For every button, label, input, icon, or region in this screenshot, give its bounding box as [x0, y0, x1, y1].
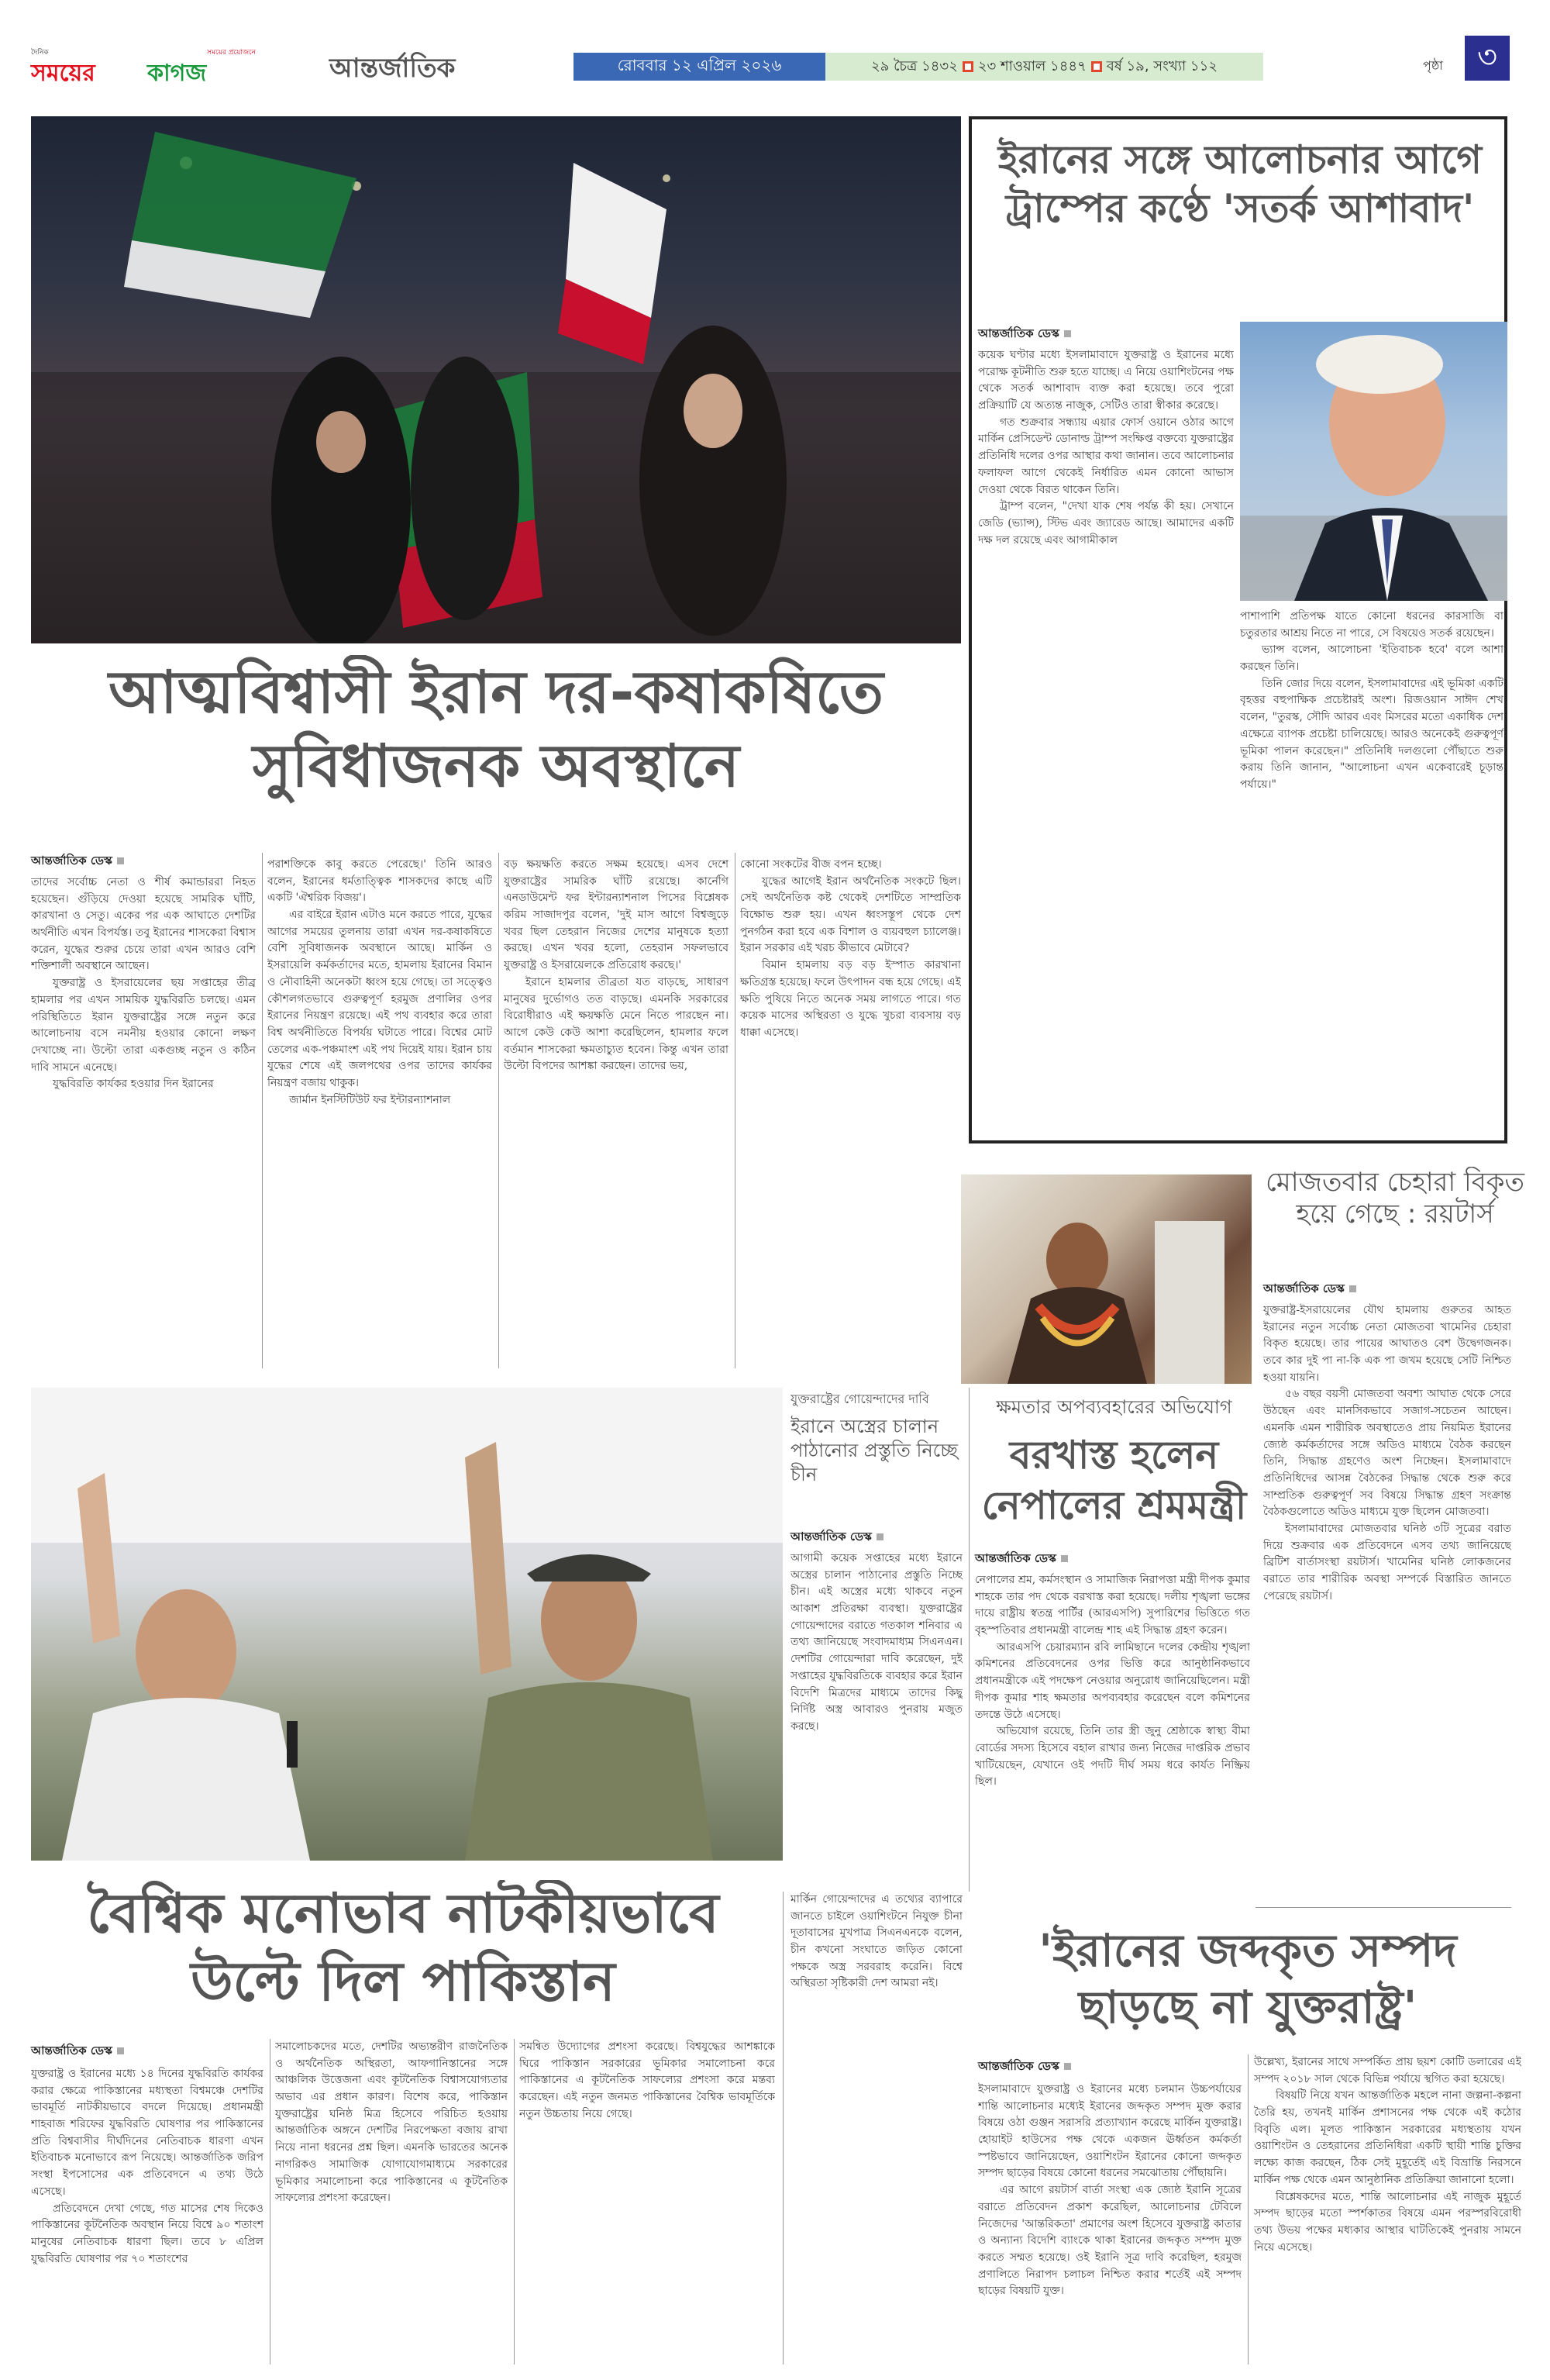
desk-label: আন্তর্জাতিক ডেস্ক: [31, 2044, 112, 2057]
pakistan-col-3: সমন্বিত উদ্যোগের প্রশংসা করেছে। বিশ্বযুদ্ধের আশঙ্কাকে ঘিরে পাকিস্তান সরকারের ভূমিকার সমালোচনা করে পাকিস্তানের এ কূটনৈতিক সাফল্যের প্রশংসা করে মন্তব্য করেছেন। এই নতুন জনমত পাকিস্তানের বৈশ্বিক ভাবমূর্তিকে নতুন উচ্চতায় নিয়ে গেছে।: [519, 2040, 775, 2120]
assets-col-2: [1254, 2054, 1521, 2364]
trump-illustration: [1240, 322, 1507, 601]
paragraph: কোনো সংকটের বীজ বপন হচ্ছে।: [740, 858, 882, 871]
nepal-desk: [975, 1550, 1068, 1566]
page-number-badge: [1465, 36, 1510, 81]
paragraph: জার্মান ইনস্টিটিউট ফর ইন্টারন্যাশনাল: [289, 1093, 451, 1106]
desk-label: আন্তর্জাতিক ডেস্ক: [790, 1530, 872, 1544]
main-col-4: [740, 857, 961, 1368]
paragraph: ৫৬ বছর বয়সী মোজতবা অবশ্য আঘাত থেকে সেরে উঠছেন এবং মানসিকভাবে সজাগ-সচেতন আছেন। এমনকি এমন শারীরিক অবস্থাতেও প্রায় নিয়মিত ইরানের জ্যেষ্ঠ কর্মকর্তাদের সঙ্গে অডিও মাধ্যমে বৈঠক করছেন তিনি, সিদ্ধান্ত গ্রহণেও অংশ নিচ্ছেন। ইসলামাবাদে প্রতিনিধিদের আসন্ন বৈঠকের সিদ্ধান্ত থেকে শুরু করে সাম্প্রতিক গুরুত্বপূর্ণ সব বিষয়ে সিদ্ধান্ত গ্রহণ সংক্রান্ত বৈঠকগুলোতে অডিও মাধ্যমে যুক্ত ছিলেন মোজতবা।: [1263, 1388, 1511, 1519]
paragraph: উল্লেখ্য, ইরানের সাথে সম্পর্কিত প্রায় ছয়শ কোটি ডলারের এই সম্পদ ২০১৮ সাল থেকে বিভিন্ন পর্যায়ে স্থগিত করা হয়েছে।: [1254, 2056, 1521, 2085]
square-icon: [877, 1533, 884, 1540]
paragraph: যুক্তরাষ্ট্র ও ইসরায়েলের ছয় সপ্তাহের তীব্র হামলার পর এখন সাময়িক যুদ্ধবিরতি চলছে। এমন পরিস্থিতিতে ইরান যুক্তরাষ্ট্রের সঙ্গে নতুন করে আলোচনায় বসে নমনীয় হওয়ার কোনো লক্ষণ দেখাচ্ছে না। উল্টো তারা একগুচ্ছ নতুন ও কঠিন দাবি সামনে এনেছে।: [31, 977, 256, 1074]
pakistan-col-4: মার্কিন গোয়েন্দাদের এ তথ্যের ব্যাপারে জানতে চাইলে ওয়াশিংটনে নিযুক্ত চীনা দূতাবাসের মুখপাত্র সিএনএনকে বলেন, চীন কখনো সংঘাতে জড়িত কোনো পক্ষকে অস্ত্র সরবরাহ করেনি। বিশ্বে অস্থিরতা সৃষ্টিকারী দেশ আমরা নই।: [790, 1893, 963, 1990]
paragraph: ট্রাম্প বলেন, "দেখা যাক শেষ পর্যন্ত কী হয়। সেখানে জেডি (ভ্যান্স), স্টিভ এবং জ্যারেড আছে। আমাদের একটি দক্ষ দল রয়েছে এবং আগামীকাল: [978, 500, 1234, 547]
page-label: পৃষ্ঠা: [1423, 58, 1443, 73]
mojtaba-body: [1263, 1302, 1511, 1899]
paragraph: প্রতিবেদনে দেখা গেছে, গত মাসের শেষ দিকেও পাকিস্তানের কূটনৈতিক অবস্থান নিয়ে বিশ্বে ৯০ শতাংশ মানুষের নেতিবাচক ধারণা ছিল। তবে ৮ এপ্রিল যুদ্ধবিরতি ঘোষণার পর ৭০ শতাংশের: [31, 2202, 264, 2265]
date-badge: [574, 53, 825, 81]
logo-prefix: দৈনিক: [31, 49, 49, 57]
trump-col-2: [1240, 609, 1504, 1136]
trump-col-1: [978, 347, 1234, 1132]
newspaper-logo: [31, 47, 256, 87]
section-title: আন্তর্জাতিক: [329, 53, 456, 84]
nepal-body: [975, 1572, 1250, 1898]
nepal-headline: বরখাস্ত হলেন নেপালের শ্রমমন্ত্রী: [981, 1433, 1247, 1528]
assets-col-1: [978, 2082, 1242, 2364]
desk-label: আন্তর্জাতিক ডেস্ক: [978, 326, 1059, 340]
main-desk: [31, 853, 124, 868]
square-icon: [1061, 1555, 1068, 1562]
main-col-1: [31, 874, 256, 1368]
paragraph: বিমান হামলায় বড় বড় ইস্পাত কারখানা ক্ষতিগ্রস্ত হয়েছে। ফলে উৎপাদন বন্ধ হয়ে গেছে। এই ক্ষতি পুষিয়ে নিতে অনেক সময় লাগতে পারে। গত কয়েক মাসের অস্থিরতা ও যুদ্ধে খুচরা ব্যবসায় বড় ধাক্কা এসেছে।: [740, 959, 961, 1039]
paragraph: নেপালের শ্রম, কর্মসংস্থান ও সামাজিক নিরাপত্তা মন্ত্রী দীপক কুমার শাহকে তার পদ থেকে বরখাস্ত করা হয়েছে। দলীয় শৃঙ্খলা ভঙ্গের দায়ে রাষ্ট্রীয় স্বতন্ত্র পার্টির (আরএসপি) সুপারিশের ভিত্তিতে গত বৃহস্পতিবার প্রধানমন্ত্রী বালেন্দ্র শাহ এই সিদ্ধান্ত গ্রহণ করেন।: [975, 1574, 1250, 1637]
square-icon: [117, 857, 124, 864]
pakistan-desk: [31, 2043, 124, 2058]
pakistan-illustration: [31, 1388, 783, 1861]
logo-tagline: সময়ের প্রয়োজনে: [207, 49, 256, 57]
paragraph: বিষয়টি নিয়ে যখন আন্তর্জাতিক মহলে নানা জল্পনা-কল্পনা তৈরি হয়, তখনই মার্কিন প্রশাসনের পক্ষ থেকে এই কঠোর বিবৃতি এল। মূলত পাকিস্তান সরকারের মধ্যস্থতায় যখন ওয়াশিংটন ও তেহরানের প্রতিনিধিরা একটি স্থায়ী শান্তি চুক্তির লক্ষ্যে কাজ করছেন, ঠিক সেই মুহূর্তেই এই বিভ্রান্তি নিরসনে মার্কিন পক্ষ থেকে এমন আনুষ্ঠানিক প্রতিক্রিয়া জানানো হলো।: [1254, 2089, 1521, 2186]
iran-rally-photo: [31, 116, 961, 643]
column-rule: [262, 853, 263, 1368]
page-number: ৩: [1476, 39, 1497, 75]
pakistan-col-1: [31, 2066, 264, 2364]
main-col-3: [504, 857, 728, 1368]
desk-label: আন্তর্জাতিক ডেস্ক: [1263, 1281, 1345, 1295]
paragraph: ইসলামাবাদের মোজতবার ঘনিষ্ঠ ৩টি সূত্রের বরাত দিয়ে শুক্রবার এক প্রতিবেদনে এসব তথ্য জানিয়েছে ব্রিটিশ বার্তাসংস্থা রয়টার্স। খামেনির ঘনিষ্ঠ লোকজনের বরাতে তার শারীরিক অবস্থা সম্পর্কে বিস্তারিত জানতে পেরেছে রয়টার্স।: [1263, 1522, 1511, 1602]
mojtaba-desk: [1263, 1281, 1356, 1296]
desk-label: আন্তর্জাতিক ডেস্ক: [31, 854, 112, 867]
separator-square-icon: [963, 61, 973, 72]
column-rule: [969, 1388, 970, 1892]
main-col-2: [267, 857, 492, 1368]
china-headline: ইরানে অস্ত্রের চালান পাঠানোর প্রস্তুতি নিচ্ছে চীন: [790, 1416, 959, 1486]
paragraph: তাদের সর্বোচ্চ নেতা ও শীর্ষ কমান্ডাররা নিহত হয়েছেন। গুঁড়িয়ে দেওয়া হয়েছে সামরিক ঘাঁটি, কারখানা ও সেতু। একের পর এক আঘাতে দেশটির অর্থনীতি এখন বিপর্যস্ত। তবু ইরানের শাসকেরা বিশ্বাস করেন, যুদ্ধের শুরুর চেয়ে তারা এখন আরও বেশি শক্তিশালী অবস্থানে আছেন।: [31, 876, 256, 973]
column-rule: [498, 853, 499, 1368]
nepal-ceremony-photo: [961, 1174, 1252, 1384]
logo-word-1: সময়ের: [31, 60, 95, 87]
square-icon: [1064, 330, 1071, 337]
main-headline: আত্মবিশ্বাসী ইরান দর-কষাকষিতে সুবিধাজনক অবস্থানে: [108, 657, 884, 800]
paragraph: যুক্তরাষ্ট্র-ইসরায়েলের যৌথ হামলায় গুরুতর আহত ইরানের নতুন সর্বোচ্চ নেতা মোজতবা খামেনির চেহারা বিকৃত হয়েছে। তার পায়ের আঘাতও বেশ উদ্বেগজনক। তবে কার দুই পা না-কি এক পা জখম হয়েছে সেটি নিশ্চিত হওয়া যায়নি।: [1263, 1304, 1511, 1384]
square-icon: [117, 2047, 124, 2054]
column-rule: [1248, 2054, 1249, 2364]
hijri-date: ২৩ শাওয়াল ১৪৪৭: [977, 57, 1087, 74]
calendar-strip: [825, 53, 1263, 81]
paragraph: ভ্যান্স বলেন, আলোচনা 'ইতিবাচক হবে' বলে আশা করছেন তিনি।: [1240, 643, 1504, 674]
date-text: রোববার ১২ এপ্রিল ২০২৬: [617, 55, 782, 74]
bengali-date: ২৯ চৈত্র ১৪৩২: [871, 57, 958, 74]
paragraph: এর বাইরে ইরান এটাও মনে করতে পারে, যুদ্ধের আগের সময়ের তুলনায় তারা এখন দর-কষাকষিতে বেশি সুবিধাজনক অবস্থানে আছে। মার্কিন ও ইসরায়েলি কর্মকর্তাদের মতে, হামলায় ইরানের বিমান ও নৌবাহিনী অনেকটা ধ্বংস হয়ে গেছে। তা সত্ত্বেও কৌশলগতভাবে গুরুত্বপূর্ণ হরমুজ প্রণালির ওপর ইরানের নিয়ন্ত্রণ রয়েছে। এই পথ ব্যবহার করে তারা বিশ্ব অর্থনীতিতে বিপর্যয় ঘটাতে পারে। বিশ্বের মোট তেলের এক-পঞ্চমাংশ এই পথ দিয়েই যায়। ইরান চায় যুদ্ধের শেষে এই জলপথের ওপর তাদের কার্যকর নিয়ন্ত্রণ বজায় থাকুক।: [267, 909, 492, 1089]
china-kicker: যুক্তরাষ্ট্রের গোয়েন্দাদের দাবি: [790, 1392, 929, 1406]
paragraph: বড় ক্ষয়ক্ষতি করতে সক্ষম হয়েছে। এসব দেশে যুক্তরাষ্ট্রের সামরিক ঘাঁটি রয়েছে। কার্নেগি এনডাউমেন্ট ফর ইন্টারন্যাশনাল পিসের বিশ্লেষক করিম সাজাদপুর বলেন, 'দুই মাস আগে বিশ্বজুড়ে খবর ছিল তেহরান নিজের দেশের মানুষকে হত্যা করছে। এখন খবর হলো, তেহরান সফলভাবে যুক্তরাষ্ট্র ও ইসরায়েলকে প্রতিরোধ করছে।': [504, 858, 728, 972]
desk-label: আন্তর্জাতিক ডেস্ক: [978, 2059, 1059, 2073]
china-body: আগামী কয়েক সপ্তাহের মধ্যে ইরানে অস্ত্রের চালান পাঠানোর প্রস্তুতি নিচ্ছে চীন। এই অস্ত্রের মধ্যে থাকবে নতুন আকাশ প্রতিরক্ষা ব্যবস্থা। যুক্তরাষ্ট্রের গোয়েন্দাদের বরাতে গতকাল শনিবার এ তথ্য জানিয়েছে সংবাদমাধ্যম সিএনএন। দেশটির গোয়েন্দারা দাবি করেছেন, দুই সপ্তাহের যুদ্ধবিরতিকে ব্যবহার করে ইরান বিদেশি মিত্রদের মাধ্যমে তাদের কিছু নির্দিষ্ট অস্ত্র আবারও পুনরায় মজুত করছে।: [790, 1552, 963, 1733]
paragraph: কয়েক ঘণ্টার মধ্যে ইসলামাবাদে যুক্তরাষ্ট্র ও ইরানের মধ্যে পরোক্ষ কূটনীতি শুরু হতে যাচ্ছে। এ নিয়ে ওয়াশিংটনের পক্ষ থেকে সতর্ক আশাবাদ ব্যক্ত করা হয়েছে। তবে পুরো প্রক্রিয়াটি যে অত্যন্ত নাজুক, সেটিও তারা স্বীকার করেছে।: [978, 349, 1234, 412]
paragraph: গত শুক্রবার সন্ধ্যায় এয়ার ফোর্স ওয়ানে ওঠার আগে মার্কিন প্রেসিডেন্ট ডোনাল্ড ট্রাম্প সংক্ষিপ্ত বক্তব্যে যুক্তরাষ্ট্রের প্রতিনিধি দলের ওপর আস্থার কথা জানান। তবে আলোচনার ফলাফল আগে থেকেই নির্ধারিত এমন কোনো আভাস দেওয়া থেকে বিরত থাকেন তিনি।: [978, 416, 1234, 496]
nepal-kicker: ক্ষমতার অপব্যবহারের অভিযোগ: [996, 1396, 1232, 1418]
paragraph: যুদ্ধবিরতি কার্যকর হওয়ার দিন ইরানের: [53, 1078, 214, 1091]
china-desk: [790, 1529, 884, 1544]
paragraph: ইরানে হামলার তীব্রতা যত বাড়ছে, সাধারণ মানুষের দুর্ভোগও তত বাড়ছে। এমনকি সরকারের বিরোধীরাও এই ক্ষয়ক্ষতি মেনে নিতে পারছেন না। আগে কেউ কেউ আশা করেছিলেন, হামলার ফলে বর্তমান শাসকেরা ক্ষমতাচ্যুত হবেন। কিন্তু এখন তারা উল্টো বিপদের আশঙ্কা করছেন। তাদের ভয়,: [504, 975, 728, 1073]
pakistan-leaders-photo: [31, 1388, 783, 1861]
trump-headline: ইরানের সঙ্গে আলোচনার আগে ট্রাম্পের কণ্ঠে 'সতর্ক আশাবাদ': [997, 137, 1483, 231]
separator-square-icon: [1091, 61, 1102, 72]
paragraph: যুদ্ধের আগেই ইরান অর্থনৈতিক সংকটে ছিল। সেই অর্থনৈতিক কষ্ট থেকেই দেশটিতে সাম্প্রতিক বিক্ষোভ শুরু হয়। এখন ধ্বংসস্তূপ থেকে দেশ পুনর্গঠন করা হবে এক বিশাল ও ব্যয়বহুল চ্যালেঞ্জ। ইরান সরকার এই খরচ কীভাবে মেটাবে?: [740, 874, 961, 955]
paragraph: বিশ্লেষকদের মতে, শান্তি আলোচনার এই নাজুক মুহূর্তে সম্পদ ছাড়ের মতো স্পর্শকাতর বিষয়ে এমন পরস্পরবিরোধী তথ্য উভয় পক্ষের মধ্যকার আস্থার ঘাটতিকেই পুনরায় সামনে নিয়ে এসেছে।: [1254, 2190, 1521, 2254]
pakistan-headline: বৈশ্বিক মনোভাব নাটকীয়ভাবে উল্টে দিল পাকিস্তান: [87, 1882, 719, 2013]
paragraph: পাশাপাশি প্রতিপক্ষ যাতে কোনো ধরনের কারসাজি বা চতুরতার আশ্রয় নিতে না পারে, সে বিষয়েও সতর্ক রয়েছেন।: [1240, 610, 1504, 640]
column-rule: [783, 1892, 784, 2364]
mojtaba-headline: মোজতবার চেহারা বিকৃত হয়ে গেছে : রয়টার্স: [1266, 1167, 1524, 1230]
divider: [1256, 1907, 1511, 1908]
trump-desk: [978, 326, 1071, 341]
volume-issue: বর্ষ ১৯, সংখ্যা ১১২: [1106, 57, 1218, 74]
paragraph: এর আগে রয়টার্স বার্তা সংস্থা এক জ্যেষ্ঠ ইরানি সূত্রের বরাতে প্রতিবেদন প্রকাশ করেছিল, আলোচনার টেবিলে নিজেদের 'আন্তরিকতা' প্রমাণের অংশ হিসেবে যুক্তরাষ্ট্র কাতার ও অন্যান্য বিদেশি ব্যাংকে থাকা ইরানের জব্দকৃত সম্পদ মুক্ত করতে সম্মত হয়েছে। ওই ইরানি সূত্র দাবি করেছিল, হরমুজ প্রণালিতে নিরাপদ চলাচল নিশ্চিত করার শর্তেই এই সম্পদ ছাড়ের বিষয়টি যুক্ত।: [978, 2184, 1242, 2298]
paragraph: তিনি জোর দিয়ে বলেন, ইসলামাবাদের এই ভূমিকা একটি বৃহত্তর বহুপাক্ষিক প্রচেষ্টারই অংশ। রিজওয়ান সাঈদ শেখ বলেন, "তুরস্ক, সৌদি আরব এবং মিসরের মতো একাধিক দেশ এক্ষেত্রে ব্যাপক প্রচেষ্টা চালিয়েছে। আরও অনেকেই গুরুত্বপূর্ণ ভূমিকা পালন করেছেন।" প্রতিনিধি দলগুলো পৌঁছাতে শুরু করায় তিনি জানান, "আলোচনা এখন একেবারেই চূড়ান্ত পর্যায়ে।": [1240, 677, 1504, 791]
pakistan-col-2: সমালোচকদের মতে, দেশটির অভ্যন্তরীণ রাজনৈতিক ও অর্থনৈতিক অস্থিরতা, আফগানিস্তানের সঙ্গে আঞ্চলিক উত্তেজনা এবং কূটনৈতিক বিশ্বাসযোগ্যতার অভাব এর প্রধান কারণ। বিশেষ করে, পাকিস্তান যুক্তরাষ্ট্রের ঘনিষ্ঠ মিত্র হিসেবে পরিচিত হওয়ায় আন্তর্জাতিক অঙ্গনে দেশটির নিরপেক্ষতা বজায় রাখা নিয়ে নানা ধরনের প্রশ্ন ছিল। এমনকি ভারতের অনেক নাগরিকও সামাজিক যোগাযোগমাধ্যমে সরকারের ভূমিকার সমালোচনা করে পাকিস্তানের এ কূটনৈতিক সাফল্যের প্রশংসা করেছেন।: [275, 2040, 508, 2205]
paragraph: আরএসপি চেয়ারম্যান রবি লামিছানে দলের কেন্দ্রীয় শৃঙ্খলা কমিশনের প্রতিবেদনের ওপর ভিত্তি করে আনুষ্ঠানিকভাবে প্রধানমন্ত্রীকে এই পদক্ষেপ নেওয়ার অনুরোধ জানিয়েছিলেন। মন্ত্রী দীপক কুমার শাহ ক্ষমতার অপব্যবহার করেছেন বলে কমিশনের তদন্তে উঠে এসেছে।: [975, 1640, 1250, 1721]
desk-label: আন্তর্জাতিক ডেস্ক: [975, 1551, 1056, 1565]
assets-headline: 'ইরানের জব্দকৃত সম্পদ ছাড়ছে না যুক্তরাষ্ট্র': [1038, 1924, 1457, 2033]
paragraph: ইসলামাবাদে যুক্তরাষ্ট্র ও ইরানের মধ্যে চলমান উচ্চপর্যায়ের শান্তি আলোচনার মধ্যেই ইরানের জব্দকৃত সম্পদ মুক্ত করার বিষয়ে ওঠা গুঞ্জন সরাসরি প্রত্যাখ্যান করেছে মার্কিন যুক্তরাষ্ট্র। হোয়াইট হাউসের পক্ষ থেকে একজন ঊর্ধ্বতন কর্মকর্তা স্পষ্টভাবে জানিয়েছেন, ওয়াশিংটন ইরানের কোনো জব্দকৃত সম্পদ ছাড়ের বিষয়ে কোনো ধরনের সমঝোতায় পৌঁছায়নি।: [978, 2083, 1242, 2180]
square-icon: [1064, 2063, 1071, 2070]
assets-desk: [978, 2058, 1071, 2074]
square-icon: [1349, 1285, 1356, 1292]
trump-photo: [1240, 322, 1507, 601]
nepal-illustration: [961, 1174, 1252, 1384]
rally-illustration: [31, 116, 961, 643]
paragraph: অভিযোগ রয়েছে, তিনি তার স্ত্রী জুনু শ্রেষ্ঠাকে স্বাস্থ্য বীমা বোর্ডের সদস্য হিসেবে বহাল রাখার জন্য নিজের দাপ্তরিক প্রভাব খাটিয়েছেন, যেখানে ওই পদটি দীর্ঘ সময় ধরে কার্যত নিষ্ক্রিয় ছিল।: [975, 1725, 1250, 1788]
logo-word-2: কাগজ: [147, 60, 207, 87]
paragraph: পরাশক্তিকে কাবু করতে পেরেছে।' তিনি আরও বলেন, ইরানের ধর্মতাত্ত্বিক শাসকদের কাছে এটি একটি 'ঐশ্বরিক বিজয়'।: [267, 858, 492, 905]
paragraph: যুক্তরাষ্ট্র ও ইরানের মধ্যে ১৪ দিনের যুদ্ধবিরতি কার্যকর করার ক্ষেত্রে পাকিস্তানের মধ্যস্থতা বিশ্বমঞ্চে দেশটির ভাবমূর্তি নাটকীয়ভাবে বদলে দিয়েছে। প্রধানমন্ত্রী শাহবাজ শরিফের যুদ্ধবিরতি ঘোষণার পর পাকিস্তানের প্রতি বিশ্ববাসীর দীর্ঘদিনের নেতিবাচক ধারণা এখন ইতিবাচক মনোভাবে রূপ নিয়েছে। আন্তর্জাতিক জরিপ সংস্থা ইপসোসের এক প্রতিবেদনে এ তথ্য উঠে এসেছে।: [31, 2068, 264, 2198]
column-rule: [514, 2039, 515, 2364]
